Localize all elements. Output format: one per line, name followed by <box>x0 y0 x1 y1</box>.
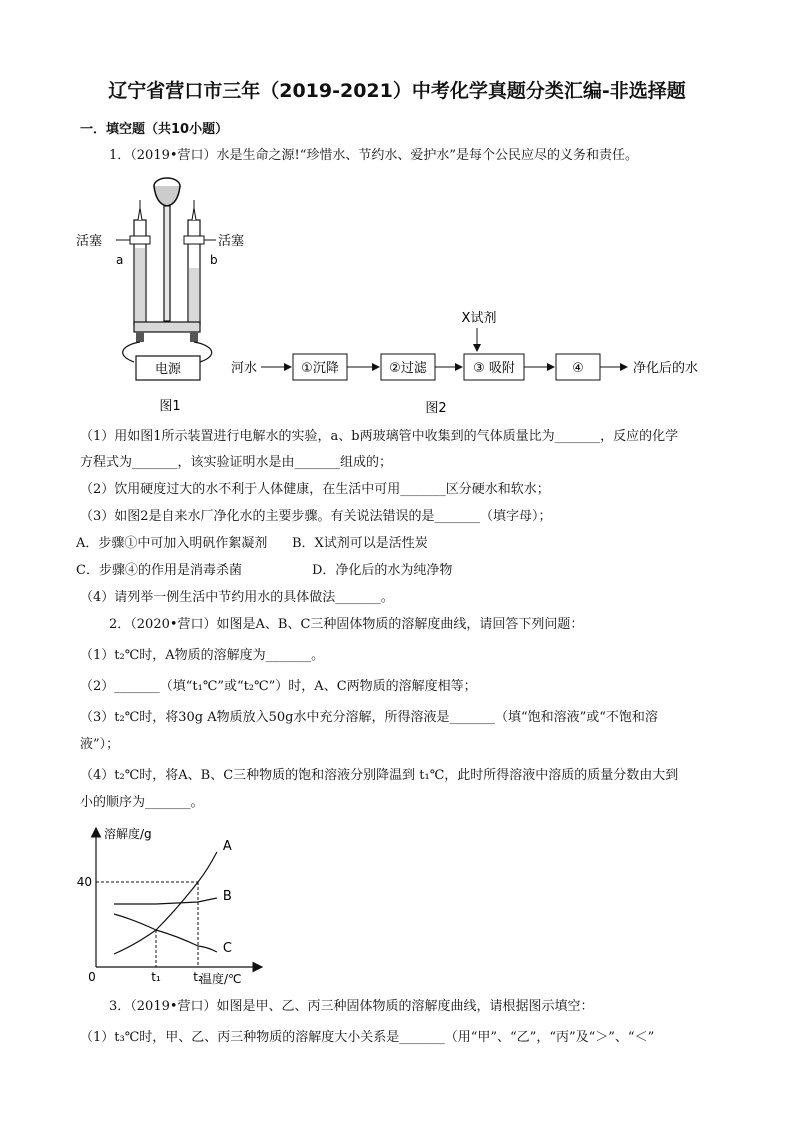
q1-option-b: B．X试剂可以是活性炭 <box>292 536 428 551</box>
q2-part4-line2: 小的顺序为_______。 <box>80 795 204 810</box>
step-3-label: ③ 吸附 <box>473 361 515 376</box>
valve-left-icon <box>130 236 150 244</box>
q1-part4: （4）请列举一例生活中节约用水的具体做法_______。 <box>80 590 394 605</box>
reagent-x-label: X试剂 <box>461 311 497 326</box>
x-axis-label: 温度/℃ <box>200 972 242 986</box>
valve-right-icon <box>184 236 204 244</box>
q1-option-a: A．步骤①中可加入明矾作絮凝剂 <box>76 536 268 551</box>
q1-part1-line2: 方程式为_______，该实验证明水是由_______组成的； <box>80 455 393 470</box>
central-tube <box>164 206 170 321</box>
section-heading: 一．填空题（共10小题） <box>80 122 229 137</box>
tube-b-label: b <box>210 253 218 267</box>
figure-1-caption: 图1 <box>159 399 181 414</box>
q1-option-c: C．步骤④的作用是消毒杀菌 <box>76 563 242 578</box>
river-water-label: 河水 <box>231 361 258 376</box>
series-label-a: A <box>222 839 232 854</box>
step-1-label: ①沉降 <box>301 361 339 376</box>
bottom-connector <box>134 322 200 332</box>
q2-part3-line2: 液”）； <box>80 737 120 752</box>
power-label: 电源 <box>154 362 182 377</box>
q2-part1: （1）t₂℃时，A物质的溶解度为_______。 <box>80 648 325 663</box>
figure-2-caption: 图2 <box>425 401 447 416</box>
q1-part3: （3）如图2是自来水厂净化水的主要步骤。有关说法错误的是_______（填字母）； <box>80 509 552 524</box>
series-label-c: C <box>222 941 232 956</box>
x-tick-label-1: t₁ <box>151 970 161 984</box>
q1-part1-line1: （1）用如图1所示装置进行电解水的实验，a、b两玻璃管中收集到的气体质量比为_______，反应的化学 <box>80 429 679 444</box>
purified-water-label: 净化后的水 <box>633 361 699 376</box>
q2-part3-line1: （3）t₂℃时，将30g A物质放入50g水中充分溶解，所得溶液是_______（填“饱和溶液”或“不饱和溶 <box>80 710 658 725</box>
y-tick-label-40: 40 <box>76 875 92 889</box>
valve-left-label: 活塞 <box>76 234 103 249</box>
solubility-chart <box>70 822 270 987</box>
y-axis-label: 溶解度/g <box>104 827 152 841</box>
x-tick-label-2: t₂ <box>193 970 203 984</box>
q2-part2: （2）_______（填“t₁℃”或“t₂℃”）时，A、C两物质的溶解度相等； <box>80 679 477 694</box>
step-2-label: ②过滤 <box>389 361 427 376</box>
origin-label: 0 <box>88 970 96 984</box>
tube-a-label: a <box>116 253 124 267</box>
q3-intro: 3．（2019•营口）如图是甲、乙、丙三种固体物质的溶解度曲线，请根据图示填空： <box>109 999 594 1014</box>
q1-part2: （2）饮用硬度过大的水不利于人体健康，在生活中可用_______区分硬水和软水； <box>80 482 550 497</box>
series-line-b <box>114 898 217 904</box>
q2-intro: 2．（2020•营口）如图是A、B、C三种固体物质的溶解度曲线，请回答下列问题： <box>109 617 584 632</box>
q3-part1: （1）t₃℃时，甲、乙、丙三种物质的溶解度大小关系是_______（用“甲”、“乙”，“丙”及“＞”、“＜” <box>80 1030 655 1045</box>
page-title: 辽宁省营口市三年（2019-2021）中考化学真题分类汇编-非选择题 <box>108 80 686 102</box>
figure-2-purification-flow <box>225 302 725 417</box>
series-label-b: B <box>222 889 232 904</box>
q2-part4-line1: （4）t₂℃时，将A、B、C三种物质的饱和溶液分别降温到 t₁℃，此时所得溶液中溶质的质量分数由大到 <box>80 768 679 783</box>
q1-option-d: D．净化后的水为纯净物 <box>312 563 453 578</box>
valve-right-label: 活塞 <box>218 234 245 249</box>
step-4-label: ④ <box>572 361 584 376</box>
reservoir-bulb <box>154 186 180 206</box>
q1-intro: 1．（2019•营口）水是生命之源!“珍惜水、节约水、爱护水”是每个公民应尽的义务和责任。 <box>109 148 639 163</box>
